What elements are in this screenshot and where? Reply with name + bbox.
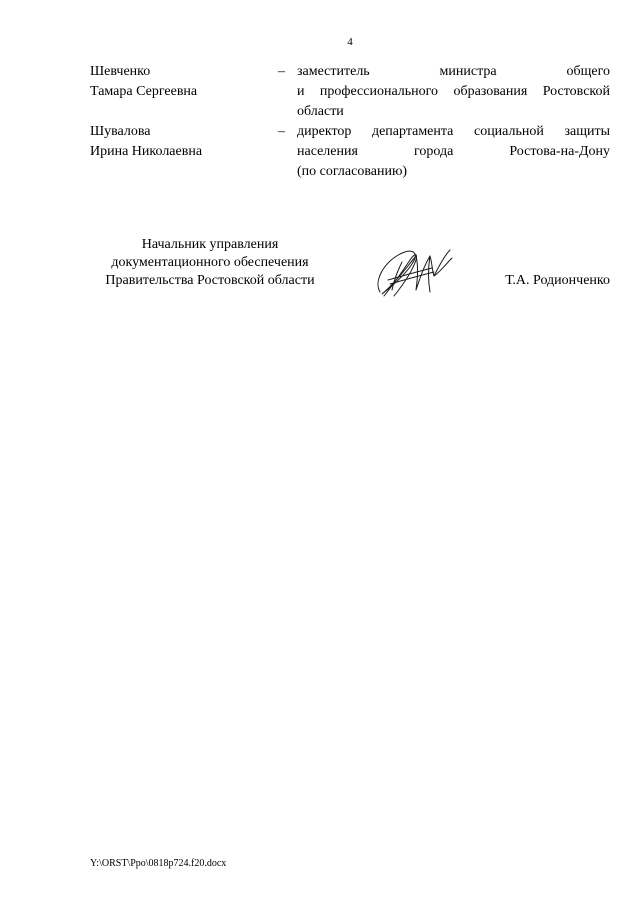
signer-position (90, 236, 330, 290)
signer-position-line: документационного обеспечения (111, 255, 309, 270)
dash-separator: – (278, 64, 285, 79)
page-number: 4 (347, 36, 353, 48)
role-line: и профессионального образования Ростовской (297, 84, 610, 99)
member-surname: Шевченко (90, 64, 151, 79)
member-role (297, 62, 610, 122)
handwritten-signature (372, 242, 462, 300)
role-line: населения города Ростова-на-Дону (297, 144, 610, 159)
role-line: заместитель министра общего (297, 64, 610, 79)
member-name (90, 122, 270, 162)
dash-separator: – (278, 124, 285, 139)
member-given-names: Ирина Николаевна (90, 144, 203, 159)
member-surname: Шувалова (90, 124, 151, 139)
document-file-path: Y:\ORST\Ppo\0818p724.f20.docx (90, 858, 227, 869)
signer-position-line: Начальник управления (141, 237, 279, 252)
member-given-names: Тамара Сергеевна (90, 84, 198, 99)
role-line: (по согласованию) (297, 164, 408, 179)
member-name (90, 62, 270, 102)
member-role (297, 122, 610, 182)
signer-position-line: Правительства Ростовской области (105, 273, 315, 288)
signer-name: Т.А. Родионченко (505, 273, 610, 288)
role-line: директор департамента социальной защиты (297, 124, 610, 139)
role-line: области (297, 104, 344, 119)
